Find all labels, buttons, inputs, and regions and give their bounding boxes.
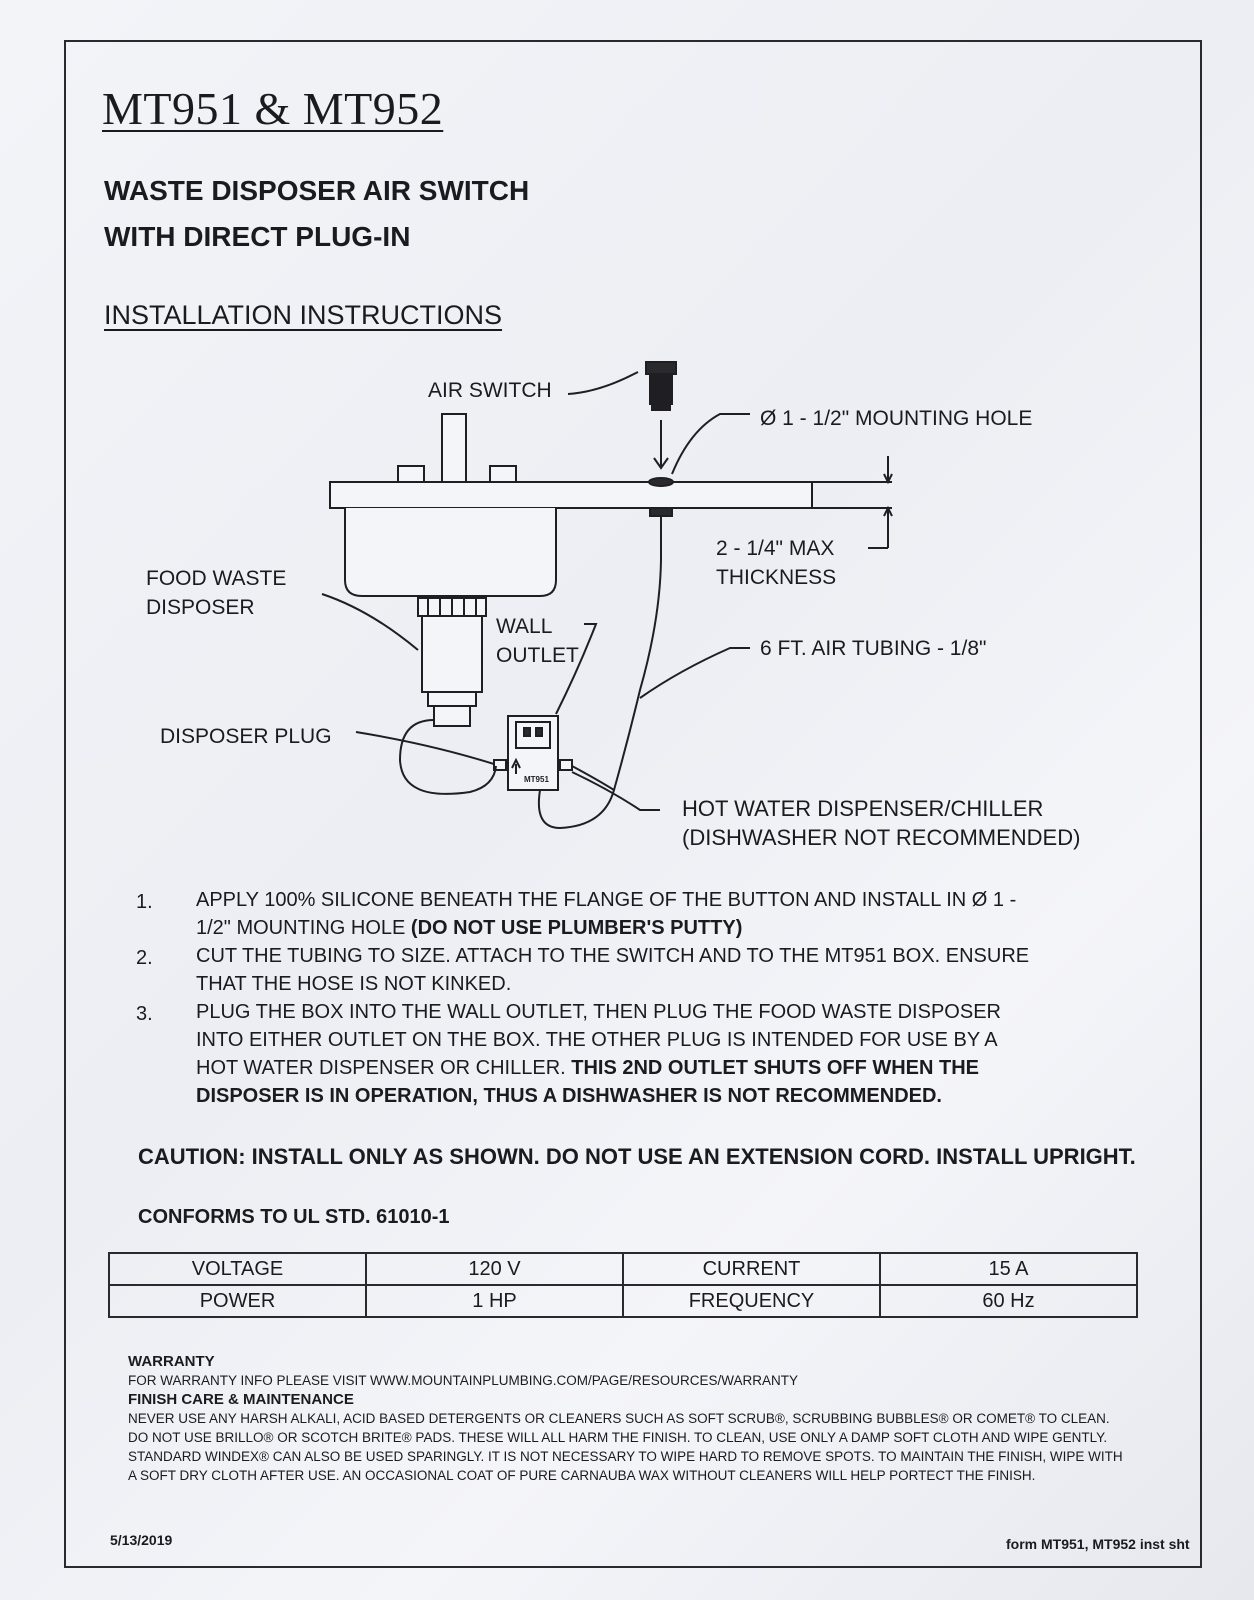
step-1 — [136, 886, 1136, 942]
label-air-tubing: 6 FT. AIR TUBING - 1/8" — [760, 637, 987, 660]
step-3 — [136, 998, 1136, 1110]
section-heading: INSTALLATION INSTRUCTIONS — [104, 300, 503, 330]
specs-table — [108, 1252, 1138, 1318]
spec-label: VOLTAGE — [109, 1253, 366, 1285]
disposer-base — [428, 692, 476, 706]
subtitle-line-1: WASTE DISPOSER AIR SWITCH — [104, 175, 530, 206]
spec-value: 60 Hz — [880, 1285, 1137, 1317]
document-date: 5/13/2019 — [110, 1532, 173, 1548]
mounting-hole — [649, 478, 673, 486]
label-wall-outlet-1: WALL — [496, 615, 553, 638]
label-max-thickness — [716, 534, 836, 592]
step-number: 3. — [136, 1003, 153, 1025]
step-number: 1. — [136, 891, 153, 913]
label-food-waste-2: DISPOSER — [146, 596, 255, 619]
caution-notice: CAUTION: INSTALL ONLY AS SHOWN. DO NOT USE AN EXTENSION CORD. INSTALL UPRIGHT. — [138, 1144, 1136, 1169]
faucet-handle-left — [398, 466, 424, 482]
label-max-thickness-1: 2 - 1/4" MAX — [716, 537, 835, 560]
air-switch-button — [646, 362, 676, 374]
sink-bowl — [345, 508, 556, 596]
label-hot-water-1: HOT WATER DISPENSER/CHILLER — [682, 796, 1044, 821]
spec-label: FREQUENCY — [623, 1285, 880, 1317]
air-tubing — [614, 516, 661, 790]
disposer-body — [422, 616, 482, 692]
warranty-heading: WARRANTY — [128, 1353, 215, 1370]
box-model-text: MT951 — [524, 775, 549, 784]
label-disposer-plug: DISPOSER PLUG — [160, 725, 332, 748]
label-max-thickness-2: THICKNESS — [716, 566, 837, 589]
countertop — [330, 482, 812, 508]
table-row — [109, 1253, 1137, 1285]
spec-label: POWER — [109, 1285, 366, 1317]
air-switch-body — [650, 374, 672, 404]
care-text: NEVER USE ANY HARSH ALKALI, ACID BASED DETERGENTS OR CLEANERS SUCH AS SOFT SCRUB®, SCRUBBING BUBBLES® OR COMET® TO CLEAN. DO NOT USE BRILLO® OR SCOTCH BRITE® PADS. THESE WILL ALL HARM THE FINISH. TO CLEAN, USE ONLY A DAMP SOFT CLOTH AND WIPE GENTLY. STANDARD WINDEX® CAN ALSO BE USED SPARINGLY. IT IS NOT NECESSARY TO WIPE HARD TO REMOVE SPOTS. TO MAINTAIN THE FINISH, WIPE WITH A SOFT DRY CLOTH AFTER USE. AN OCCASIONAL COAT OF PURE CARNAUBA WAX WITHOUT CLEANERS WILL HELP PORTECT THE FINISH. — [128, 1411, 1123, 1483]
installation-steps — [136, 886, 1136, 1110]
spec-value: 15 A — [880, 1253, 1137, 1285]
spec-label: CURRENT — [623, 1253, 880, 1285]
conformance-notice: CONFORMS TO UL STD. 61010-1 — [138, 1206, 450, 1228]
step-2 — [136, 942, 1136, 998]
label-hot-water — [682, 794, 1080, 852]
label-mounting-hole: Ø 1 - 1/2" MOUNTING HOLE — [760, 407, 1033, 430]
label-air-switch: AIR SWITCH — [428, 379, 552, 402]
spec-value: 120 V — [366, 1253, 623, 1285]
step-warning: (DO NOT USE PLUMBER'S PUTTY) — [410, 917, 743, 939]
step-number: 2. — [136, 947, 153, 969]
care-heading: FINISH CARE & MAINTENANCE — [128, 1391, 354, 1408]
disposer-outlet — [434, 706, 470, 726]
label-food-waste-1: FOOD WASTE — [146, 567, 287, 590]
label-wall-outlet — [496, 612, 579, 670]
step-text: PLUG THE BOX INTO THE WALL OUTLET, THEN PLUG THE FOOD WASTE DISPOSER INTO EITHER OUTLET ON THE BOX. THE OTHER PLUG IS INTENDED FOR USE BY A HOT WATER DISPENSER OR CHILLER. — [196, 1001, 1001, 1079]
table-row — [109, 1285, 1137, 1317]
page-title: MT951 & MT952 — [102, 83, 444, 134]
faucet-handle-right — [490, 466, 516, 482]
subtitle-line-2: WITH DIRECT PLUG-IN — [104, 221, 411, 252]
label-wall-outlet-2: OUTLET — [496, 644, 579, 667]
step-text: APPLY 100% SILICONE BENEATH THE FLANGE OF THE BUTTON AND INSTALL IN Ø 1 - 1/2" MOUNTING HOLE — [196, 889, 1017, 939]
faucet — [442, 414, 466, 482]
step-text: CUT THE TUBING TO SIZE. ATTACH TO THE SWITCH AND TO THE MT951 BOX. ENSURE THAT THE HOSE IS NOT KINKED. — [196, 945, 1030, 995]
warranty-section — [128, 1352, 1128, 1485]
disposer-cord — [400, 720, 496, 794]
label-hot-water-2: (DISHWASHER NOT RECOMMENDED) — [682, 825, 1081, 850]
wall-outlet-face — [516, 722, 550, 748]
form-number: form MT951, MT952 inst sht — [1006, 1536, 1190, 1552]
spec-value: 1 HP — [366, 1285, 623, 1317]
label-food-waste-disposer — [146, 564, 286, 622]
warranty-text: FOR WARRANTY INFO PLEASE VISIT WWW.MOUNTAINPLUMBING.COM/PAGE/RESOURCES/WARRANTY — [128, 1373, 799, 1388]
step-warning: THIS 2ND OUTLET SHUTS OFF WHEN THE DISPOSER IS IN OPERATION, THUS A DISHWASHER IS NOT RECOMMENDED. — [196, 1057, 980, 1107]
